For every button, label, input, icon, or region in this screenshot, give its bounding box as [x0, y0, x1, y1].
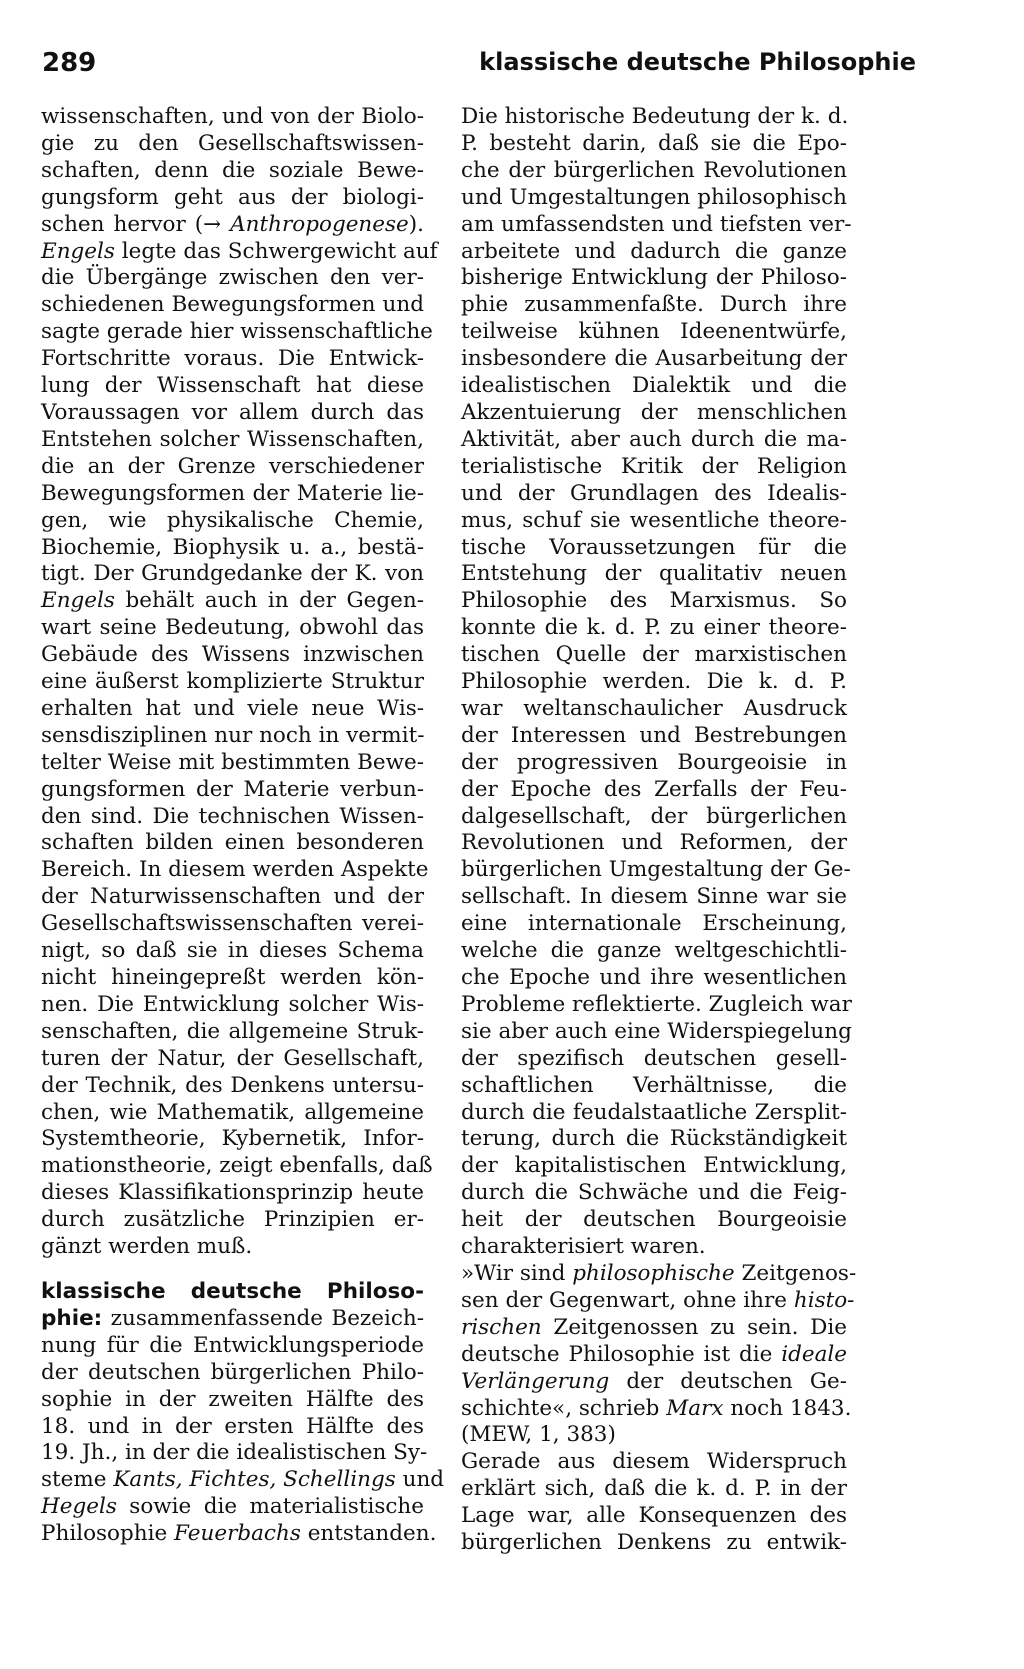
page-number: 289: [42, 48, 97, 78]
text-line: wissenschaften, und von der Biolo-: [41, 104, 424, 129]
text-line: Bewegungsformen der Materie lie-: [41, 480, 424, 506]
text-line: der Epoche des Zerfalls der Feu-: [461, 776, 847, 802]
text-line: schaften bilden einen besonderen: [41, 830, 424, 856]
text-line: Biochemie, Biophysik u. a., bestä-: [41, 534, 424, 560]
text-line: Die historische Bedeutung der k. d.: [461, 104, 849, 129]
quote-line: sen der Gegenwart, ohne ihre histo-: [461, 1287, 855, 1313]
text-line: sagte gerade hier wissenschaftliche: [41, 319, 433, 345]
text-line: Gesellschaftswissenschaften verei-: [41, 911, 424, 937]
text-line: Fortschritte voraus. Die Entwick-: [41, 346, 424, 372]
right-column: [461, 104, 857, 1557]
text-line: gen, wie physikalische Chemie,: [41, 507, 424, 533]
entry-keyword: phie:: [41, 1305, 103, 1331]
text-line: und Umgestaltungen philosophisch: [461, 184, 847, 210]
text-line: die Übergänge zwischen den ver-: [41, 265, 424, 291]
text-line: gungsformen der Materie verbun-: [41, 776, 424, 802]
text-line: der Technik, des Denkens untersu-: [41, 1072, 424, 1098]
text-line: chen, wie Mathematik, allgemeine: [41, 1099, 424, 1125]
text-line: Bereich. In diesem werden Aspekte: [41, 857, 429, 883]
text-line: arbeitete und dadurch die ganze: [461, 238, 847, 264]
quote-line: schichte«, schrieb Marx noch 1843.: [461, 1395, 852, 1421]
text-line: eine internationale Erscheinung,: [461, 911, 847, 937]
text-line: bürgerlichen Denkens zu entwik-: [461, 1530, 847, 1556]
text-line: steme Kants, Fichtes, Schellings und: [41, 1467, 445, 1493]
text-line: lung der Wissenschaft hat diese: [41, 373, 424, 399]
person-name: Engels: [41, 588, 115, 614]
text-line: sensdisziplinen nur noch in vermit-: [41, 722, 425, 748]
text-line: konnte die k. d. P. zu einer theore-: [461, 615, 847, 641]
text-line: Philosophie werden. Die k. d. P.: [461, 669, 847, 695]
person-name: Marx: [666, 1395, 724, 1421]
text-line: tischen Quelle der marxistischen: [461, 642, 847, 668]
text-line: war weltanschaulicher Ausdruck: [461, 695, 847, 721]
text-line: der Naturwissenschaften und der: [41, 884, 424, 910]
text-line: phie zusammenfaßte. Durch ihre: [461, 292, 847, 318]
text-line: Lage war, alle Konsequenzen des: [461, 1503, 847, 1529]
text-line: teilweise kühnen Ideenentwürfe,: [461, 319, 847, 345]
running-title: klassische deutsche Philosophie: [479, 48, 916, 76]
page-header: [42, 48, 916, 92]
text-line: nicht hineingepreßt werden kön-: [41, 965, 424, 990]
text-line: schiedenen Bewegungsformen und: [41, 292, 424, 318]
quote-line: deutsche Philosophie ist die ideale: [461, 1341, 847, 1367]
text-line: durch die Schwäche und die Feig-: [461, 1180, 847, 1206]
text-line: sellschaft. In diesem Sinne war sie: [461, 884, 847, 910]
text-line: heit der deutschen Bourgeoisie: [461, 1207, 847, 1233]
text-line: idealistischen Dialektik und die: [461, 373, 847, 399]
text-line: Entstehung der qualitativ neuen: [461, 561, 847, 587]
text-line: Voraussagen vor allem durch das: [41, 399, 424, 425]
text-line: der kapitalistischen Entwicklung,: [461, 1153, 847, 1179]
quote-line: rischen Zeitgenossen zu sein. Die: [461, 1314, 847, 1340]
text-line: tigt. Der Grundgedanke der K. von: [41, 561, 424, 587]
text-line: P. besteht darin, daß sie die Epo-: [461, 130, 847, 156]
text-line: dieses Klassifikationsprinzip heute: [41, 1180, 424, 1206]
text-line: Aktivität, aber auch durch die ma-: [461, 426, 847, 452]
entry-keyword: klassische deutsche Philoso-: [41, 1278, 424, 1304]
text-line: Engels behält auch in der Gegen-: [41, 588, 424, 614]
text-line: Engels legte das Schwergewicht auf: [41, 238, 438, 264]
text-line: telter Weise mit bestimmten Bewe-: [41, 749, 424, 775]
text-line: dalgesellschaft, der bürgerlichen: [461, 803, 847, 829]
text-line: schaftlichen Verhältnisse, die: [461, 1072, 847, 1098]
text-line: gie zu den Gesellschaftswissen-: [41, 130, 424, 156]
text-line: und der Grundlagen des Idealis-: [461, 480, 847, 506]
text-line: 19. Jh., in der die idealistischen Sy-: [41, 1440, 428, 1466]
text-line: Hegels sowie die materialistische: [41, 1494, 424, 1520]
text-line: der Interessen und Bestrebungen: [461, 722, 847, 748]
text-line: der spezifisch deutschen gesell-: [461, 1045, 847, 1071]
text-line: die an der Grenze verschiedener: [41, 453, 424, 479]
quote-line: Verlängerung der deutschen Ge-: [461, 1368, 847, 1394]
person-name: Kants, Fichtes, Schellings: [113, 1467, 396, 1493]
text-line: Philosophie Feuerbachs entstanden.: [41, 1521, 437, 1547]
text-line: 18. und in der ersten Hälfte des: [41, 1413, 424, 1439]
entry-spacer: [41, 1261, 424, 1279]
text-line: Gerade aus diesem Widerspruch: [461, 1449, 847, 1475]
text-line: che der bürgerlichen Revolutionen: [461, 157, 847, 183]
cross-reference: Anthropogenese: [230, 211, 409, 237]
text-line: der deutschen bürgerlichen Philo-: [41, 1359, 424, 1385]
text-line: sophie in der zweiten Hälfte des: [41, 1386, 424, 1412]
person-name: Engels: [41, 238, 115, 264]
text-line: bürgerlichen Umgestaltung der Ge-: [461, 857, 851, 883]
text-line: mationstheorie, zeigt ebenfalls, daß: [41, 1153, 433, 1179]
text-line: insbesondere die Ausarbeitung der: [461, 346, 847, 372]
text-line: welche die ganze weltgeschichtli-: [461, 938, 847, 964]
text-line: che Epoche und ihre wesentlichen: [461, 965, 847, 990]
text-line: der progressiven Bourgeoisie in: [461, 749, 847, 775]
text-line: Systemtheorie, Kybernetik, Infor-: [41, 1126, 424, 1152]
left-column: [41, 104, 445, 1548]
text-line: terung, durch die Rückständigkeit: [461, 1126, 847, 1152]
text-line: Revolutionen und Reformen, der: [461, 830, 847, 856]
text-line: den sind. Die technischen Wissen-: [41, 803, 424, 829]
text-line: Gebäude des Wissens inzwischen: [41, 642, 424, 668]
text-line: charakterisiert waren.: [461, 1234, 706, 1260]
text-line: mus, schuf sie wesentliche theore-: [461, 507, 847, 533]
text-line: gänzt werden muß.: [41, 1234, 253, 1260]
text-line: bisherige Entwicklung der Philoso-: [461, 265, 847, 291]
text-line: tische Voraussetzungen für die: [461, 534, 847, 560]
text-line: sie aber auch eine Widerspiegelung: [461, 1018, 852, 1044]
text-line: nen. Die Entwicklung solcher Wis-: [41, 991, 424, 1017]
text-line: Entstehen solcher Wissenschaften,: [41, 426, 424, 452]
text-line: phie: zusammenfassende Bezeich-: [41, 1305, 424, 1331]
text-line: durch die feudalstaatliche Zersplit-: [461, 1099, 847, 1125]
text-line: erklärt sich, daß die k. d. P. in der: [461, 1476, 847, 1502]
text-line: turen der Natur, der Gesellschaft,: [41, 1045, 424, 1071]
text-line: durch zusätzliche Prinzipien er-: [41, 1207, 424, 1233]
text-line: nung für die Entwicklungsperiode: [41, 1332, 424, 1358]
text-line: terialistische Kritik der Religion: [461, 453, 847, 479]
text-line: schaften, denn die soziale Bewe-: [41, 157, 424, 183]
text-line: senschaften, die allgemeine Struk-: [41, 1018, 424, 1044]
text-line: erhalten hat und viele neue Wis-: [41, 695, 424, 721]
text-line: Probleme reflektierte. Zugleich war: [461, 991, 852, 1017]
text-line: gungsform geht aus der biologi-: [41, 184, 424, 210]
quote-line: »Wir sind philosophische Zeitgenos-: [461, 1260, 857, 1286]
text-line: nigt, so daß sie in dieses Schema: [41, 938, 424, 964]
citation: (MEW, 1, 383): [461, 1422, 616, 1448]
text-line: Philosophie des Marxismus. So: [461, 588, 847, 614]
person-name: Hegels: [41, 1494, 117, 1520]
text-line: schen hervor (→ Anthropogenese).: [41, 211, 424, 237]
text-line: Akzentuierung der menschlichen: [461, 399, 847, 425]
text-line: wart seine Bedeutung, obwohl das: [41, 615, 424, 641]
person-name: Feuerbachs: [174, 1521, 301, 1547]
text-line: am umfassendsten und tiefsten ver-: [461, 211, 852, 237]
text-line: eine äußerst komplizierte Struktur: [41, 669, 424, 695]
